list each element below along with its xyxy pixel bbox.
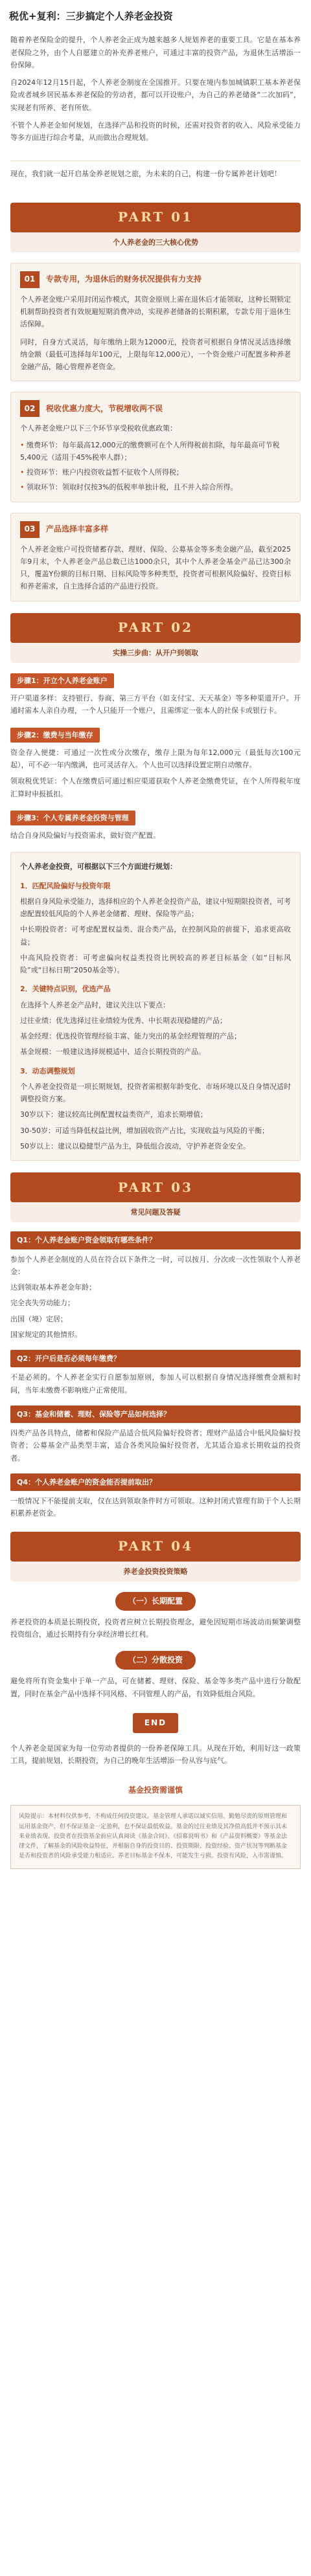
end-row [0,1713,311,1733]
list-item: • 领取环节：领取时仅按3%的低税率单独计税，且不并入综合所得。 [20,481,291,493]
faq-answer-4 [10,1495,301,1520]
plan-bullet: 中高风险投资者：可考虑偏向权益类投资比例较高的养老目标基金（如“目标风险”或“目标日期”2050基金等）。 [20,953,291,974]
plan-section-body: 在选择个人养老金产品时，建议关注以下要点： [20,1000,170,1009]
part-label: PART 02 [117,620,194,635]
card-number: 02 [20,400,40,417]
strategy-body-1 [10,1616,301,1641]
strategy-text: 避免将所有资金集中于单一产品，可在储蓄、理财、保险、基金等多类产品中进行分散配置，同时在基金产品中选择不同风格、不同管理人的产品，有效降低组合风险。 [10,1677,301,1698]
footer-signature: 基金投资需谨慎 [128,1786,183,1795]
step-3 [10,811,301,842]
faq-answer-2 [10,1371,301,1396]
card-body-2: 同时，自身方式灵活，每年缴纳上限为12000元，投资者可根据自身情况灵活选择缴纳金额（最低可选择每年100元，上限每年12,000元），一个资金账户可配置多种养老金融产品，随心管理养老资金。 [20,337,291,371]
strategy-tag: （二）分散投资 [115,1651,196,1670]
step-tag: 步骤3：个人专属养老金投资与管理 [10,811,135,825]
step-body: 开户渠道多样：支持银行、券商、第三方平台（如支付宝、天天基金）等多种渠道开户。开通时需本人亲自办理，一个人只能开一个账户，且需绑定一张本人的社保卡或银行卡。 [10,694,301,715]
card-number: 01 [20,271,40,288]
intro-call-to-action [0,168,311,190]
faq-question-3: Q3：基金和储蓄、理财、保险等产品如何选择？ [10,1406,301,1423]
advantage-card-1 [10,263,301,382]
card-number: 03 [20,521,40,538]
advantage-card-2 [10,392,301,502]
plan-section-title-3: 3．动态调整规划 [20,1066,75,1075]
intro-paragraph-4: 现在，我们就一起开启基金养老规划之旅，为未来的自己，构建一份专属养老计划吧！ [10,170,281,179]
faq-answer-text: 不是必须的。个人养老金实行自愿参加原则，参加人可以根据自身情况选择缴费金额和时间，当年未缴费不影响账户正常使用。 [10,1373,301,1394]
plan-section-body: 根据自身风险承受能力，选择相应的个人养老金投资产品，建议中短期限投资者，可考虑配置较低风险的个人养老金储蓄、理财、保险等产品； [20,897,291,918]
part-04-header [10,1532,301,1582]
part-subtitle: 常见问题及答疑 [10,1202,301,1222]
faq-answer-item: 国家规定的其他情形。 [10,1330,82,1339]
plan-lead: 个人养老金投资，可根据以下三个方面进行规划： [20,862,177,871]
plan-bullet: 中长期投资者：可考虑配置权益类、混合类产品，在控制风险的前提下，追求更高收益； [20,925,291,946]
plan-section-title-2: 2．关键特点识别，优选产品 [20,985,111,994]
part-label: PART 01 [117,209,194,225]
part-subtitle: 个人养老金的三大核心优势 [10,232,301,252]
plan-bullet: 基金经理：优选投资管理经验丰富、能力突出的基金经理管理的产品； [20,1032,241,1040]
step-body: 资金存入便捷：可通过一次性或分次缴存，缴存上限为每年12,000元（最低每次100元起），可不必一年内缴满，也可灵活存入。个人也可以选择设置定期自动缴存。 [10,748,301,769]
step-tag: 步骤2：缴费与当年缴存 [10,728,100,743]
part-banner [10,1172,301,1202]
step-2 [10,728,301,800]
plan-bullet: 基金规模：一般建议选择规模适中、适合长期投资的产品。 [20,1047,205,1057]
advantage-card-3 [10,513,301,601]
intro-paragraph-1: 随着养老保险金的提升，个人养老金正成为越来越多人规划养老的重要工具。它是在基本养老保险之外，由个人自愿建立的补充养老账户，可通过丰富的投资产品，为退休生活增添一份保障。 [10,36,301,69]
card-body: 个人养老金账户可投资储蓄存款、理财、保险、公募基金等多类金融产品，截至2025年9月末，个人养老金产品总数已达1000余只，其中个人养老金基金产品已达300余只，覆盖Y份额的目标日期、目标风险等多种类型，投资者可根据风险偏好、投资目标和养老需求，自主选择合适的产品进行投资。 [20,544,291,591]
closing-paragraph: 个人养老金是国家为每一位劳动者提供的一份养老保障工具。从现在开始，利用好这一政策工具，提前规划、长期投资，为自己的晚年生活增添一份从容与底气。 [10,1743,301,1765]
faq-answer-3 [10,1427,301,1464]
faq-answer-text: 参加个人养老金制度的人员在符合以下条件之一时，可以按月、分次或一次性领取个人养老金： [10,1255,301,1276]
risk-disclaimer: 风险提示：本材料仅供参考，不构成任何投资建议。基金管理人承诺以诚实信用、勤勉尽责的原则管理和运用基金资产，但不保证基金一定盈利，也不保证最低收益。基金的过往业绩及其净值高低并不预示其未来业绩表现。投资者在投资基金前应认真阅读《基金合同》、《招募说明书》和《产品资料概要》等基金法律文件，了解基金的风险收益特征，并根据自身的投资目的、投资期限、投资经验、资产状况等判断基金是否和投资者的风险承受能力相适应。养老目标基金不保本，可能发生亏损。投资有风险，入市需谨慎。 [10,1805,301,1868]
faq-answer-item: 出国（境）定居； [10,1314,67,1323]
part-banner [10,1532,301,1562]
part-banner [10,613,301,643]
plan-section-title-1: 1．匹配风险偏好与投资年限 [20,881,111,890]
intro-paragraph-3: 不管个人养老金如何规划，在选择产品和投资的时候，还需对投资者的收入、风险承受能力等多方面进行综合考量，从而做出合理规划。 [10,120,301,142]
strategy-text: 养老投资的本质是长期投资，投资者应树立长期投资理念，避免因短期市场波动而频繁调整投资组合，通过长期持有分享经济增长红利。 [10,1617,301,1639]
part-03-header [10,1172,301,1222]
list-item: • 投资环节：账户内投资收益暂不征收个人所得税； [20,466,291,478]
end-badge: END [133,1713,178,1733]
intro-paragraph-2: 自2024年12月15日起，个人养老金制度在全国推开。只要在境内参加城镇职工基本养老保险或者城乡居民基本养老保险的劳动者，都可以开设账户，为自己的养老储备“二次加码”，实现老有所养、老有所依。 [10,78,301,112]
part-01-header [10,203,301,252]
part-subtitle: 实操三步曲：从开户到领取 [10,643,301,663]
faq-answer-item: 达到领取基本养老金年龄； [10,1283,96,1292]
step-tag: 步骤1：开立个人养老金账户 [10,673,114,688]
faq-question-4: Q4：个人养老金账户的资金能否提前取出？ [10,1473,301,1491]
strategy-tag-row-1 [10,1592,301,1611]
faq-answer-text: 四类产品各具特点，储蓄和保险产品适合低风险偏好投资者；理财产品适合中低风险偏好投资者；公募基金产品类型丰富，适合各类风险偏好投资者，尤其适合追求长期收益的投资者。 [10,1429,301,1462]
part-banner [10,203,301,232]
plan-bullet: 30岁以下：建议较高比例配置权益类资产，追求长期增值； [20,1110,207,1119]
card-body: 个人养老金账户以下三个环节享受税收优惠政策： [20,424,177,433]
card-body: 个人养老金账户采用封闭运作模式，其资金原则上需在退休后才能领取，这种长期锁定机制帮助投资者有效规避短期消费冲动，实现养老储备的长期积累，专款专用于退休生活保障。 [20,295,291,329]
article-title: 税优+复利：三步搞定个人养老金投资 [9,10,173,22]
strategy-body-2 [10,1675,301,1700]
plan-section-body: 个人养老金投资是一项长期规划，投资者需根据年龄变化、市场环境以及自身情况适时调整投资方案。 [20,1082,291,1103]
investment-plan-card [10,852,301,1161]
tax-benefit-list [20,439,291,494]
card-title: 税收优惠力度大，节税增收两不误 [46,403,163,413]
card-title: 产品选择丰富多样 [46,524,109,533]
plan-bullet: 50岁以上：建议以稳健型产品为主，降低组合波动，守护养老资金安全。 [20,1141,250,1150]
part-label: PART 03 [117,1179,194,1195]
plan-bullet: 30-50岁：可适当降低权益比例，增加固收资产占比，实现收益与风险的平衡； [20,1126,269,1135]
list-item: • 缴费环节：每年最高12,000元的缴费额可在个人所得税前扣除，每年最高可节税5,400元（适用于45%税率人群）； [20,439,291,464]
step-body: 结合自身风险偏好与投资需求，做好资产配置。 [10,831,160,840]
faq-question-1: Q1：个人养老金账户资金领取有哪些条件？ [10,1231,301,1249]
faq-answer-item: 完全丧失劳动能力； [10,1299,75,1308]
part-02-header [10,613,301,663]
step-1 [10,673,301,717]
step-body-2: 领取税优凭证：个人在缴费后可通过相应渠道获取个人养老金缴费凭证，在个人所得税年度汇算时申报抵扣。 [10,777,301,798]
part-subtitle: 养老金投资投资策略 [10,1562,301,1582]
plan-bullet: 过往业绩：优先选择过往业绩较为优秀、中长期表现稳健的产品； [20,1016,227,1025]
intro-section [0,34,311,154]
faq-question-2: Q2：开户后是否必须每年缴费？ [10,1350,301,1367]
part-label: PART 04 [117,1538,194,1554]
faq-answer-text: 一般情况下不能提前支取，仅在达到领取条件时方可领取。这种封闭式管理有助于个人长期积累养老资金。 [10,1497,301,1518]
strategy-tag-row-2 [10,1651,301,1670]
strategy-tag: （一）长期配置 [115,1592,196,1611]
faq-answer-1 [10,1253,301,1341]
card-title: 专款专用，为退休后的财务状况提供有力支持 [46,274,202,284]
